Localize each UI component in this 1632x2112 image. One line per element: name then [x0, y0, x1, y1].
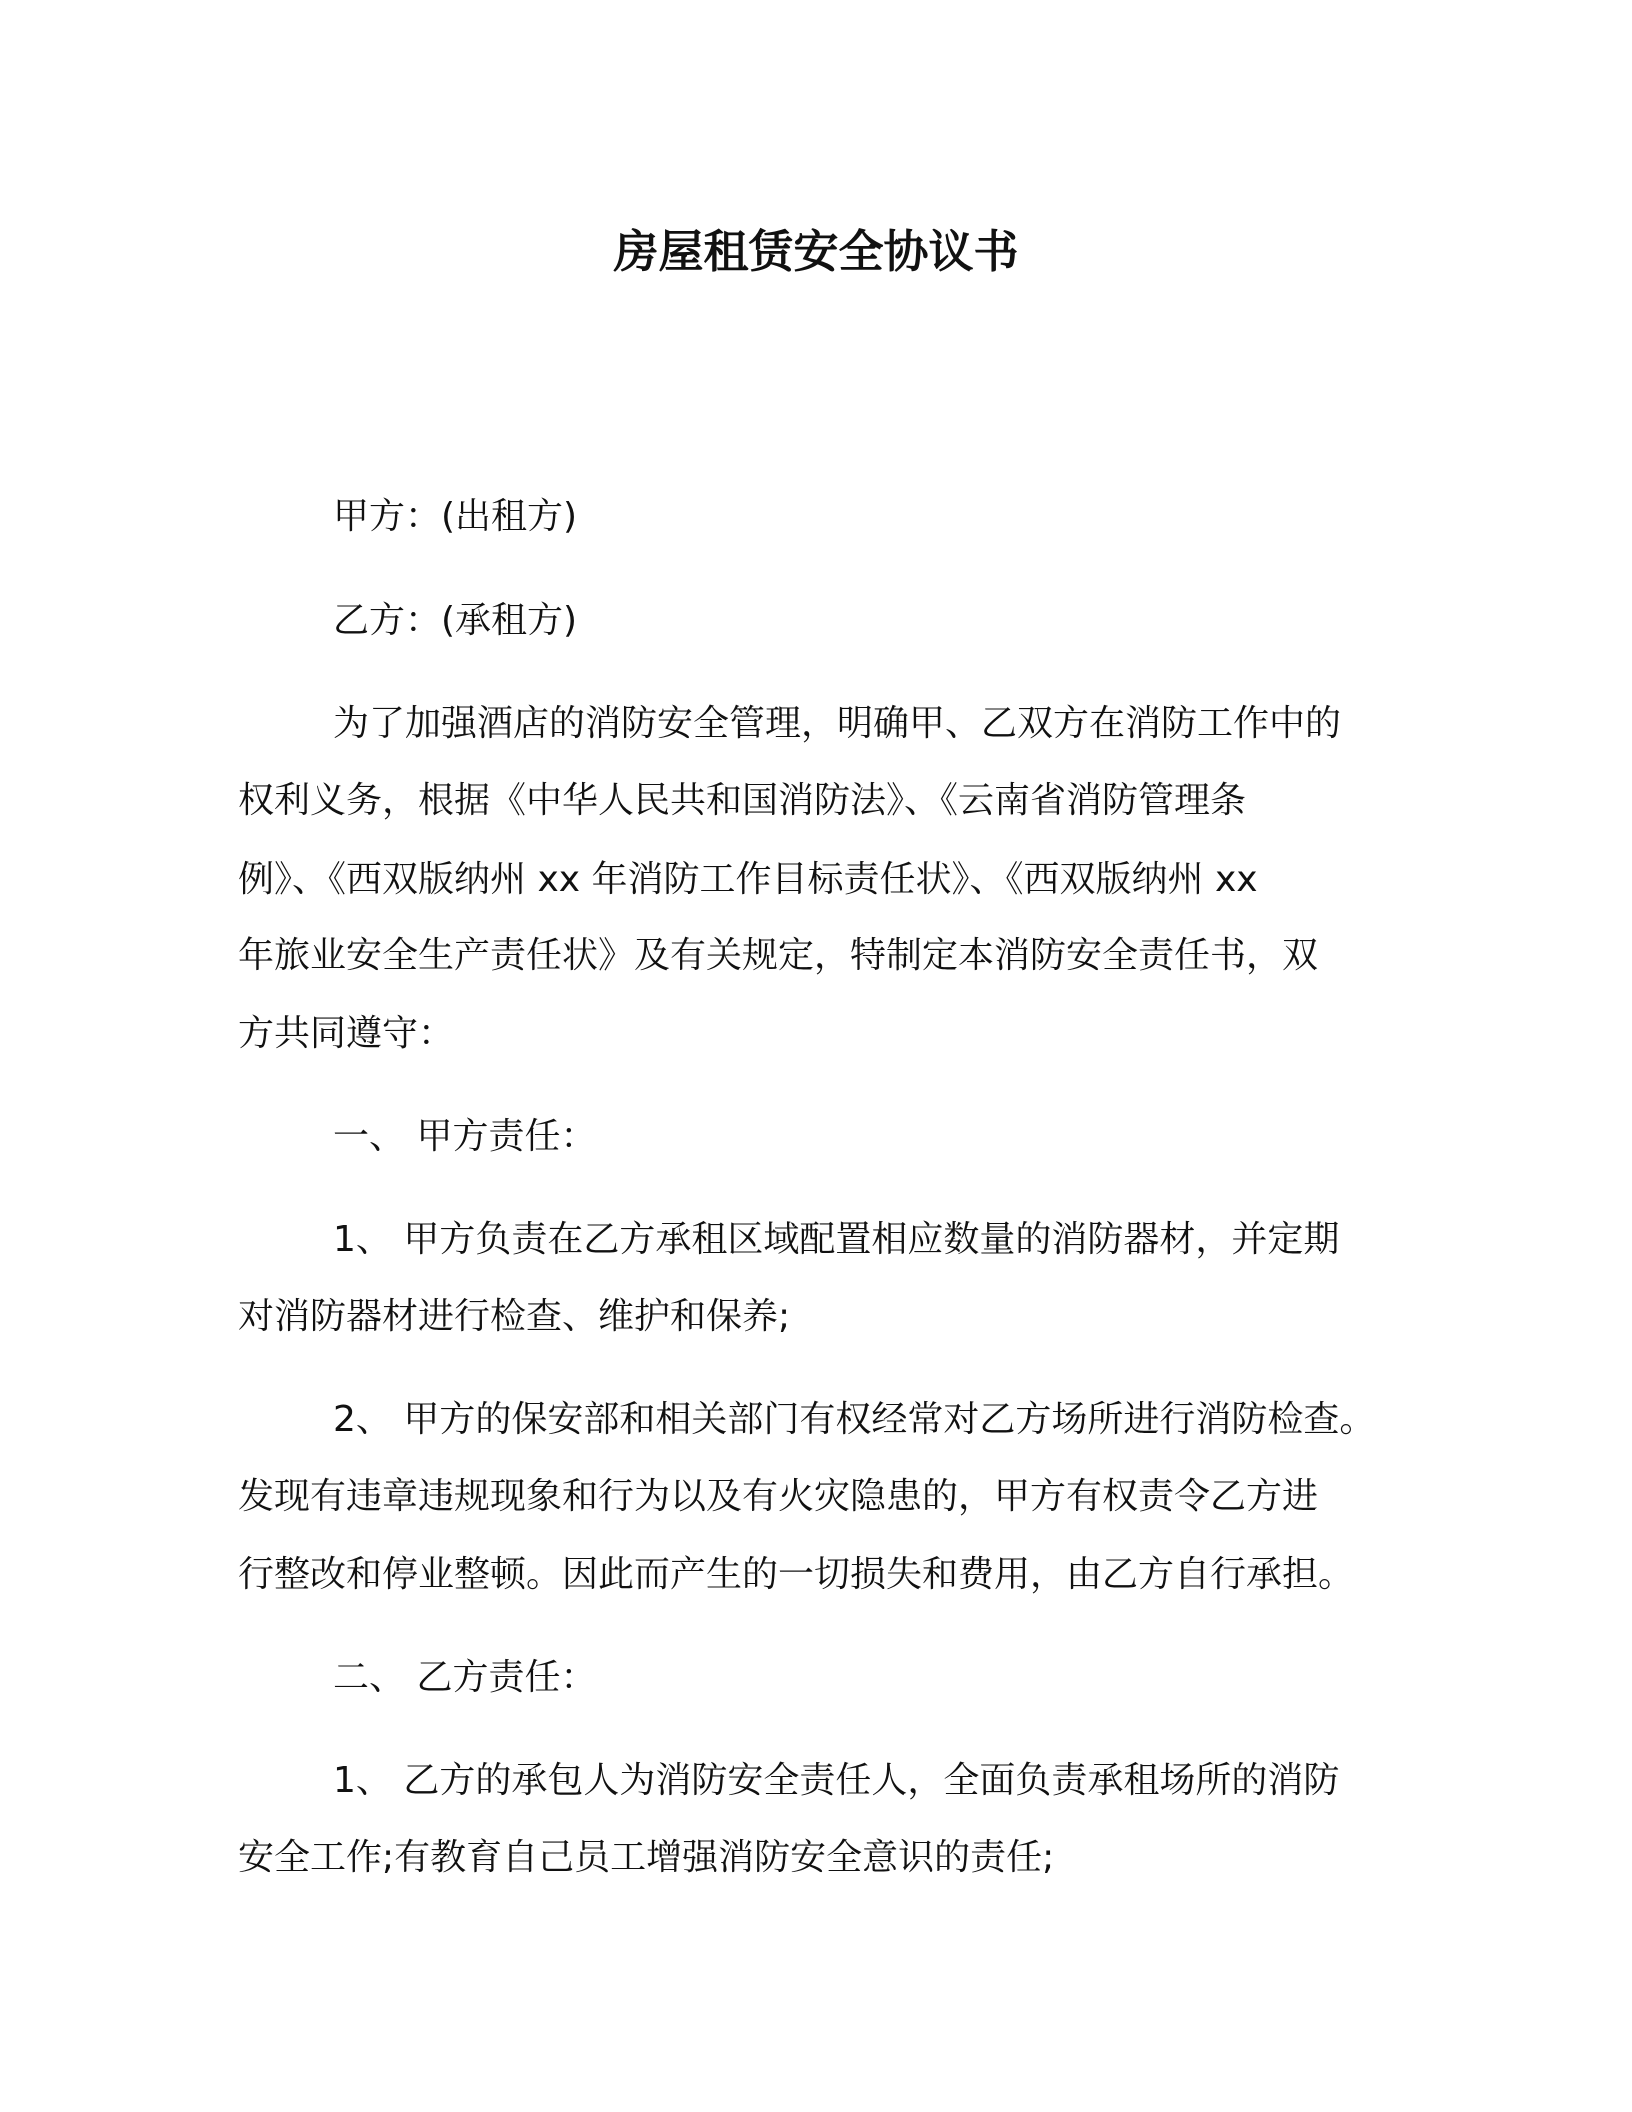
party-b-line: 乙方：(承租方) — [333, 600, 578, 641]
preamble-line-3: 例》、《西双版纳州 xx 年消防工作目标责任状》、《西双版纳州 xx — [238, 859, 1258, 900]
section-2-item-1-line-1: 1、 乙方的承包人为消防安全责任人，全面负责承租场所的消防 — [333, 1760, 1340, 1801]
section-1-item-2-line-1: 2、 甲方的保安部和相关部门有权经常对乙方场所进行消防检查。 — [333, 1399, 1376, 1440]
section-1-item-1-line-2: 对消防器材进行检查、维护和保养; — [238, 1296, 791, 1337]
preamble-line-2: 权利义务，根据《中华人民共和国消防法》、《云南省消防管理条 — [238, 780, 1247, 821]
section-2-item-1-line-2: 安全工作;有教育自己员工增强消防安全意识的责任; — [238, 1837, 1055, 1878]
section-1-heading: 一、 甲方责任： — [333, 1116, 597, 1157]
preamble-line-1: 为了加强酒店的消防安全管理，明确甲、乙双方在消防工作中的 — [333, 703, 1342, 744]
section-1-item-2-line-2: 发现有违章违规现象和行为以及有火灾隐患的，甲方有权责令乙方进 — [238, 1476, 1319, 1517]
section-1-item-1-line-1: 1、 甲方负责在乙方承租区域配置相应数量的消防器材，并定期 — [333, 1219, 1340, 1260]
section-2-heading: 二、 乙方责任： — [333, 1657, 597, 1698]
preamble-line-5: 方共同遵守： — [238, 1013, 455, 1054]
preamble-line-4: 年旅业安全生产责任状》及有关规定，特制定本消防安全责任书，双 — [238, 935, 1319, 976]
party-a-line: 甲方：(出租方) — [333, 496, 578, 537]
document-title: 房屋租赁安全协议书 — [613, 225, 1019, 278]
section-1-item-2-line-3: 行整改和停业整顿。因此而产生的一切损失和费用，由乙方自行承担。 — [238, 1554, 1355, 1595]
